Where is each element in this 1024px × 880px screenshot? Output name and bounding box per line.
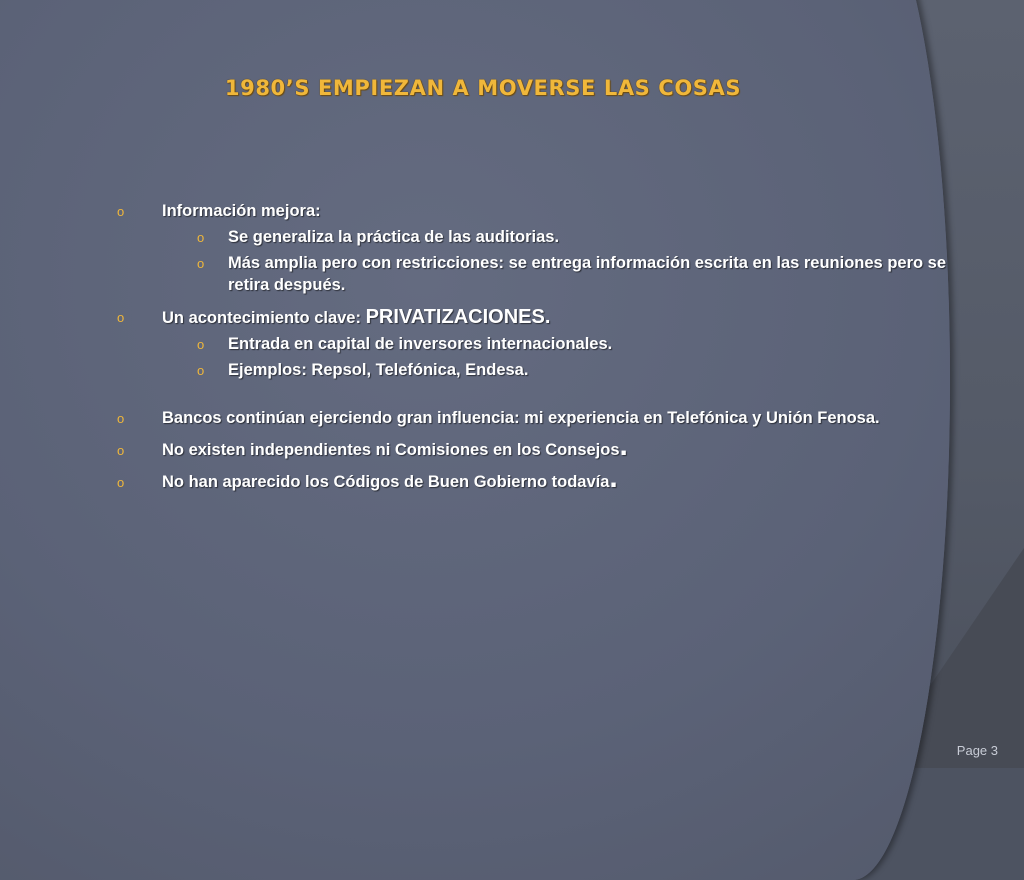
- bullet-icon: o: [117, 310, 125, 325]
- bullet-icon: o: [117, 443, 125, 458]
- bullet-text: No han aparecido los Códigos de Buen Gobierno todavía: [162, 473, 610, 491]
- bullet-icon: o: [197, 363, 205, 378]
- bullet-item: [117, 200, 957, 222]
- sub-bullet-text: Ejemplos: Repsol, Telefónica, Endesa.: [228, 361, 529, 379]
- page-number: Page 3: [956, 743, 998, 758]
- bullet-item: [117, 306, 957, 329]
- bullet-icon: o: [117, 475, 125, 490]
- bullet-icon: o: [197, 337, 205, 352]
- period: .: [544, 306, 551, 328]
- sub-bullet-item: [117, 252, 957, 296]
- highlight-text: PRIVATIZACIONES: [365, 306, 545, 328]
- bullet-icon: o: [197, 230, 205, 245]
- bullet-item: [117, 429, 957, 462]
- sub-bullet-text: Más amplia pero con restricciones: se entrega información escrita en las reuniones pero se retira después.: [228, 254, 947, 294]
- sub-bullet-item: [117, 333, 957, 355]
- period: .: [619, 429, 628, 462]
- bullet-icon: o: [117, 411, 125, 426]
- bullet-text: Bancos continúan ejerciendo gran influencia: mi experiencia en Telefónica y Unión Fenosa.: [162, 409, 880, 427]
- slide-title: 1980’S EMPIEZAN A MOVERSE LAS COSAS: [224, 76, 742, 100]
- bullet-icon: o: [117, 204, 125, 219]
- period: .: [609, 461, 618, 494]
- bullet-item: [117, 461, 957, 494]
- bullet-text: Información mejora:: [162, 202, 321, 220]
- slide-content: [117, 200, 957, 493]
- bullet-icon: o: [197, 256, 205, 271]
- bullet-text-prefix: Un acontecimiento clave:: [162, 309, 366, 327]
- sub-bullet-text: Entrada en capital de inversores internacionales.: [228, 335, 613, 353]
- sub-bullet-item: [117, 226, 957, 248]
- bullet-item: [117, 407, 957, 429]
- bullet-text: No existen independientes ni Comisiones en los Consejos: [162, 441, 620, 459]
- sub-bullet-item: [117, 359, 957, 381]
- sub-bullet-text: Se generaliza la práctica de las auditorias.: [228, 228, 560, 246]
